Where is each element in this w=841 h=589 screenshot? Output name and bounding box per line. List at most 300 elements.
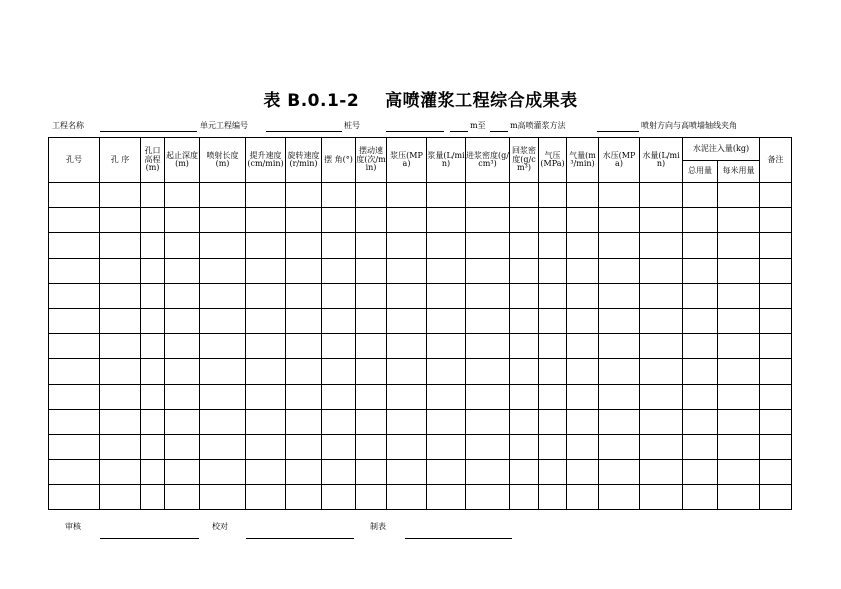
table-cell[interactable] — [718, 308, 760, 333]
col-header-hole-order: 孔 序 — [100, 138, 141, 183]
table-cell[interactable] — [356, 409, 387, 434]
table-cell[interactable] — [760, 384, 792, 409]
table-cell[interactable] — [760, 183, 792, 208]
table-cell[interactable] — [466, 460, 510, 485]
table-cell[interactable] — [760, 208, 792, 233]
table-row — [49, 434, 792, 459]
table-cell[interactable] — [100, 409, 141, 434]
table-cell[interactable] — [718, 434, 760, 459]
table-cell[interactable] — [246, 460, 286, 485]
table-cell[interactable] — [683, 434, 718, 459]
table-cell[interactable] — [539, 359, 567, 384]
table-cell[interactable] — [640, 460, 683, 485]
table-cell[interactable] — [322, 183, 356, 208]
table-cell[interactable] — [49, 434, 100, 459]
table-cell[interactable] — [683, 233, 718, 258]
table-cell[interactable] — [49, 208, 100, 233]
station-label: 桩号 — [344, 121, 360, 130]
table-cell[interactable] — [200, 258, 246, 283]
table-cell[interactable] — [539, 208, 567, 233]
table-cell[interactable] — [640, 208, 683, 233]
table-cell[interactable] — [539, 460, 567, 485]
table-cell[interactable] — [100, 283, 141, 308]
table-cell[interactable] — [200, 334, 246, 359]
table-cell[interactable] — [760, 485, 792, 510]
table-cell[interactable] — [286, 485, 322, 510]
table-cell[interactable] — [387, 434, 427, 459]
method-field[interactable] — [597, 131, 639, 132]
table-cell[interactable] — [640, 485, 683, 510]
table-cell[interactable] — [567, 208, 599, 233]
table-cell[interactable] — [539, 334, 567, 359]
table-cell[interactable] — [322, 258, 356, 283]
table-cell[interactable] — [387, 233, 427, 258]
table-cell[interactable] — [387, 283, 427, 308]
table-cell[interactable] — [165, 359, 200, 384]
table-cell[interactable] — [165, 258, 200, 283]
table-cell[interactable] — [49, 460, 100, 485]
table-cell[interactable] — [246, 334, 286, 359]
table-cell[interactable] — [246, 283, 286, 308]
table-row — [49, 409, 792, 434]
table-cell[interactable] — [539, 308, 567, 333]
table-cell[interactable] — [599, 359, 640, 384]
col-header-rotation-speed: 旋转速度(r/min) — [286, 138, 322, 183]
table-cell[interactable] — [356, 208, 387, 233]
table-cell[interactable] — [322, 208, 356, 233]
table-cell[interactable] — [567, 359, 599, 384]
table-cell[interactable] — [356, 334, 387, 359]
table-row — [49, 258, 792, 283]
table-cell[interactable] — [100, 485, 141, 510]
table-cell[interactable] — [322, 384, 356, 409]
table-cell[interactable] — [683, 283, 718, 308]
table-cell[interactable] — [718, 258, 760, 283]
table-cell[interactable] — [510, 283, 539, 308]
table-cell[interactable] — [760, 359, 792, 384]
table-cell[interactable] — [165, 485, 200, 510]
station-to-field[interactable] — [490, 131, 508, 132]
review-field[interactable] — [100, 538, 199, 539]
table-cell[interactable] — [200, 384, 246, 409]
table-cell[interactable] — [466, 359, 510, 384]
table-cell[interactable] — [200, 434, 246, 459]
table-cell[interactable] — [599, 409, 640, 434]
table-cell[interactable] — [141, 183, 165, 208]
table-cell[interactable] — [165, 460, 200, 485]
table-cell[interactable] — [683, 359, 718, 384]
table-cell[interactable] — [49, 308, 100, 333]
table-cell[interactable] — [100, 208, 141, 233]
table-cell[interactable] — [718, 283, 760, 308]
table-cell[interactable] — [567, 334, 599, 359]
table-cell[interactable] — [510, 485, 539, 510]
table-cell[interactable] — [246, 359, 286, 384]
table-cell[interactable] — [466, 308, 510, 333]
table-cell[interactable] — [760, 233, 792, 258]
table-cell[interactable] — [387, 485, 427, 510]
table-cell[interactable] — [510, 409, 539, 434]
table-cell[interactable] — [141, 460, 165, 485]
station-mid-field[interactable] — [450, 131, 468, 132]
table-cell[interactable] — [387, 460, 427, 485]
table-cell[interactable] — [246, 183, 286, 208]
table-cell[interactable] — [760, 434, 792, 459]
table-cell[interactable] — [322, 334, 356, 359]
prepare-field[interactable] — [405, 538, 512, 539]
project-name-label: 工程名称 — [52, 121, 84, 130]
table-cell[interactable] — [165, 409, 200, 434]
table-cell[interactable] — [246, 485, 286, 510]
table-cell[interactable] — [387, 334, 427, 359]
table-cell[interactable] — [640, 359, 683, 384]
table-cell[interactable] — [427, 233, 466, 258]
table-cell[interactable] — [356, 233, 387, 258]
table-cell[interactable] — [683, 183, 718, 208]
table-cell[interactable] — [49, 183, 100, 208]
table-cell[interactable] — [286, 258, 322, 283]
table-cell[interactable] — [49, 409, 100, 434]
table-cell[interactable] — [200, 283, 246, 308]
table-cell[interactable] — [539, 409, 567, 434]
table-cell[interactable] — [49, 258, 100, 283]
table-cell[interactable] — [640, 258, 683, 283]
col-header-depth-range: 起止深度(m) — [165, 138, 200, 183]
table-cell[interactable] — [141, 233, 165, 258]
table-cell[interactable] — [640, 384, 683, 409]
table-cell[interactable] — [49, 283, 100, 308]
table-cell[interactable] — [466, 233, 510, 258]
table-cell[interactable] — [640, 434, 683, 459]
table-cell[interactable] — [466, 183, 510, 208]
col-header-return-density: 回浆密度(g/cm³) — [510, 138, 539, 183]
table-cell[interactable] — [567, 258, 599, 283]
table-cell[interactable] — [567, 409, 599, 434]
table-cell[interactable] — [718, 334, 760, 359]
table-cell[interactable] — [599, 258, 640, 283]
table-cell[interactable] — [567, 183, 599, 208]
table-cell[interactable] — [718, 183, 760, 208]
unit-project-no-field[interactable] — [266, 131, 342, 132]
table-cell[interactable] — [165, 208, 200, 233]
table-cell[interactable] — [286, 183, 322, 208]
table-cell[interactable] — [387, 359, 427, 384]
col-header-jet-length: 喷射长度(m) — [200, 138, 246, 183]
table-cell[interactable] — [356, 384, 387, 409]
table-cell[interactable] — [141, 308, 165, 333]
table-cell[interactable] — [246, 258, 286, 283]
table-cell[interactable] — [286, 460, 322, 485]
table-cell[interactable] — [510, 359, 539, 384]
table-cell[interactable] — [683, 384, 718, 409]
table-cell[interactable] — [640, 283, 683, 308]
table-cell[interactable] — [510, 183, 539, 208]
table-cell[interactable] — [200, 208, 246, 233]
table-cell[interactable] — [286, 308, 322, 333]
method-label: m高喷灌浆方法 — [510, 121, 566, 130]
table-cell[interactable] — [141, 258, 165, 283]
table-cell[interactable] — [599, 460, 640, 485]
table-cell[interactable] — [387, 208, 427, 233]
table-cell[interactable] — [141, 434, 165, 459]
table-cell[interactable] — [683, 258, 718, 283]
table-cell[interactable] — [165, 384, 200, 409]
table-cell[interactable] — [141, 334, 165, 359]
col-header-orifice-elevation: 孔口高程(m) — [141, 138, 165, 183]
table-cell[interactable] — [567, 308, 599, 333]
table-cell[interactable] — [165, 183, 200, 208]
table-cell[interactable] — [640, 308, 683, 333]
table-cell[interactable] — [322, 485, 356, 510]
angle-label: 喷射方向与高喷墙轴线夹角 — [641, 121, 737, 130]
table-cell[interactable] — [427, 485, 466, 510]
table-cell[interactable] — [200, 409, 246, 434]
table-cell[interactable] — [141, 409, 165, 434]
table-cell[interactable] — [510, 233, 539, 258]
table-cell[interactable] — [510, 334, 539, 359]
table-row — [49, 485, 792, 510]
station-to-label: m至 — [470, 121, 486, 130]
table-cell[interactable] — [246, 409, 286, 434]
table-cell[interactable] — [286, 384, 322, 409]
table-cell[interactable] — [387, 183, 427, 208]
table-cell[interactable] — [718, 409, 760, 434]
table-cell[interactable] — [718, 208, 760, 233]
table-cell[interactable] — [286, 409, 322, 434]
table-cell[interactable] — [100, 359, 141, 384]
table-cell[interactable] — [141, 384, 165, 409]
table-cell[interactable] — [322, 359, 356, 384]
station-from-field[interactable] — [386, 131, 444, 132]
table-cell[interactable] — [510, 434, 539, 459]
table-cell[interactable] — [599, 384, 640, 409]
table-cell[interactable] — [567, 460, 599, 485]
table-cell[interactable] — [427, 183, 466, 208]
table-cell[interactable] — [49, 485, 100, 510]
table-code: 表 B.0.1-2 — [263, 91, 360, 111]
table-cell[interactable] — [510, 308, 539, 333]
table-cell[interactable] — [567, 283, 599, 308]
table-cell[interactable] — [539, 434, 567, 459]
table-cell[interactable] — [760, 334, 792, 359]
table-cell[interactable] — [539, 485, 567, 510]
col-header-water-pressure: 水压(MPa) — [599, 138, 640, 183]
table-cell[interactable] — [567, 485, 599, 510]
col-header-per-meter-amount: 每米用量 — [718, 161, 760, 183]
review-label: 审核 — [65, 522, 81, 531]
table-cell[interactable] — [640, 183, 683, 208]
table-cell[interactable] — [387, 308, 427, 333]
table-cell[interactable] — [387, 384, 427, 409]
table-cell[interactable] — [640, 233, 683, 258]
table-cell[interactable] — [427, 359, 466, 384]
table-cell[interactable] — [427, 460, 466, 485]
table-cell[interactable] — [683, 485, 718, 510]
table-cell[interactable] — [466, 208, 510, 233]
table-cell[interactable] — [599, 334, 640, 359]
table-cell[interactable] — [200, 485, 246, 510]
table-cell[interactable] — [567, 384, 599, 409]
table-cell[interactable] — [683, 409, 718, 434]
table-cell[interactable] — [322, 283, 356, 308]
table-cell[interactable] — [49, 233, 100, 258]
table-cell[interactable] — [718, 359, 760, 384]
table-cell[interactable] — [165, 283, 200, 308]
project-name-field[interactable] — [100, 131, 197, 132]
table-cell[interactable] — [718, 233, 760, 258]
table-cell[interactable] — [599, 233, 640, 258]
table-cell[interactable] — [466, 384, 510, 409]
table-cell[interactable] — [100, 258, 141, 283]
table-cell[interactable] — [510, 258, 539, 283]
table-cell[interactable] — [141, 359, 165, 384]
table-cell[interactable] — [466, 485, 510, 510]
table-cell[interactable] — [427, 334, 466, 359]
table-cell[interactable] — [165, 434, 200, 459]
table-cell[interactable] — [718, 384, 760, 409]
table-cell[interactable] — [100, 334, 141, 359]
table-cell[interactable] — [322, 434, 356, 459]
table-cell[interactable] — [356, 258, 387, 283]
table-cell[interactable] — [599, 308, 640, 333]
check-field[interactable] — [246, 538, 354, 539]
table-cell[interactable] — [427, 283, 466, 308]
table-cell[interactable] — [141, 208, 165, 233]
table-row — [49, 283, 792, 308]
table-cell[interactable] — [286, 233, 322, 258]
table-cell[interactable] — [49, 384, 100, 409]
table-cell[interactable] — [286, 283, 322, 308]
col-header-water-flow: 水量(L/min) — [640, 138, 683, 183]
table-cell[interactable] — [539, 233, 567, 258]
table-cell[interactable] — [246, 384, 286, 409]
table-cell[interactable] — [539, 283, 567, 308]
table-cell[interactable] — [322, 409, 356, 434]
table-cell[interactable] — [510, 384, 539, 409]
table-cell[interactable] — [466, 258, 510, 283]
table-row — [49, 308, 792, 333]
table-cell[interactable] — [466, 409, 510, 434]
table-cell[interactable] — [760, 283, 792, 308]
table-cell[interactable] — [322, 308, 356, 333]
table-cell[interactable] — [539, 384, 567, 409]
table-cell[interactable] — [718, 485, 760, 510]
table-cell[interactable] — [286, 208, 322, 233]
table-cell[interactable] — [100, 183, 141, 208]
table-cell[interactable] — [760, 460, 792, 485]
results-table — [48, 137, 792, 510]
table-cell[interactable] — [599, 208, 640, 233]
table-cell[interactable] — [286, 434, 322, 459]
table-cell[interactable] — [356, 308, 387, 333]
table-cell[interactable] — [200, 183, 246, 208]
table-cell[interactable] — [356, 183, 387, 208]
table-cell[interactable] — [286, 359, 322, 384]
table-cell[interactable] — [100, 308, 141, 333]
table-cell[interactable] — [246, 434, 286, 459]
table-cell[interactable] — [246, 308, 286, 333]
table-cell[interactable] — [466, 334, 510, 359]
table-cell[interactable] — [200, 460, 246, 485]
table-cell[interactable] — [165, 308, 200, 333]
table-cell[interactable] — [165, 233, 200, 258]
table-row — [49, 208, 792, 233]
table-cell[interactable] — [683, 208, 718, 233]
table-cell[interactable] — [49, 359, 100, 384]
table-cell[interactable] — [200, 359, 246, 384]
table-cell[interactable] — [200, 308, 246, 333]
table-cell[interactable] — [427, 384, 466, 409]
table-cell[interactable] — [427, 258, 466, 283]
table-cell[interactable] — [599, 434, 640, 459]
table-cell[interactable] — [246, 208, 286, 233]
table-cell[interactable] — [760, 308, 792, 333]
table-row — [49, 359, 792, 384]
table-cell[interactable] — [165, 334, 200, 359]
table-cell[interactable] — [200, 233, 246, 258]
col-header-grout-pressure: 浆压(MPa) — [387, 138, 427, 183]
col-header-air-flow: 气量(m³/min) — [567, 138, 599, 183]
table-cell[interactable] — [356, 460, 387, 485]
table-cell[interactable] — [322, 233, 356, 258]
table-cell[interactable] — [683, 460, 718, 485]
table-row — [49, 460, 792, 485]
table-cell[interactable] — [466, 283, 510, 308]
table-cell[interactable] — [640, 409, 683, 434]
table-cell[interactable] — [356, 359, 387, 384]
table-cell[interactable] — [539, 258, 567, 283]
table-cell[interactable] — [100, 384, 141, 409]
table-cell[interactable] — [100, 460, 141, 485]
col-header-cement-injection: 水泥注入量(kg) — [683, 138, 760, 161]
table-cell[interactable] — [356, 434, 387, 459]
table-cell[interactable] — [427, 308, 466, 333]
table-cell[interactable] — [100, 233, 141, 258]
table-cell[interactable] — [510, 208, 539, 233]
table-cell[interactable] — [49, 334, 100, 359]
table-cell[interactable] — [599, 183, 640, 208]
table-cell[interactable] — [286, 334, 322, 359]
table-cell[interactable] — [387, 258, 427, 283]
table-cell[interactable] — [640, 334, 683, 359]
col-header-hole-no: 孔号 — [49, 138, 100, 183]
table-cell[interactable] — [510, 460, 539, 485]
table-cell[interactable] — [141, 283, 165, 308]
table-cell[interactable] — [427, 434, 466, 459]
table-cell[interactable] — [599, 283, 640, 308]
table-cell[interactable] — [567, 434, 599, 459]
table-cell[interactable] — [100, 434, 141, 459]
col-header-swing-speed: 摆动速度(次/min) — [356, 138, 387, 183]
table-cell[interactable] — [683, 308, 718, 333]
table-cell[interactable] — [683, 334, 718, 359]
table-cell[interactable] — [567, 233, 599, 258]
table-cell[interactable] — [539, 183, 567, 208]
table-cell[interactable] — [760, 409, 792, 434]
table-cell[interactable] — [246, 233, 286, 258]
table-cell[interactable] — [356, 485, 387, 510]
table-cell[interactable] — [427, 409, 466, 434]
table-cell[interactable] — [427, 208, 466, 233]
table-cell[interactable] — [718, 460, 760, 485]
table-cell[interactable] — [141, 485, 165, 510]
table-cell[interactable] — [322, 460, 356, 485]
table-cell[interactable] — [466, 434, 510, 459]
table-cell[interactable] — [760, 258, 792, 283]
table-cell[interactable] — [387, 409, 427, 434]
table-cell[interactable] — [599, 485, 640, 510]
table-cell[interactable] — [356, 283, 387, 308]
